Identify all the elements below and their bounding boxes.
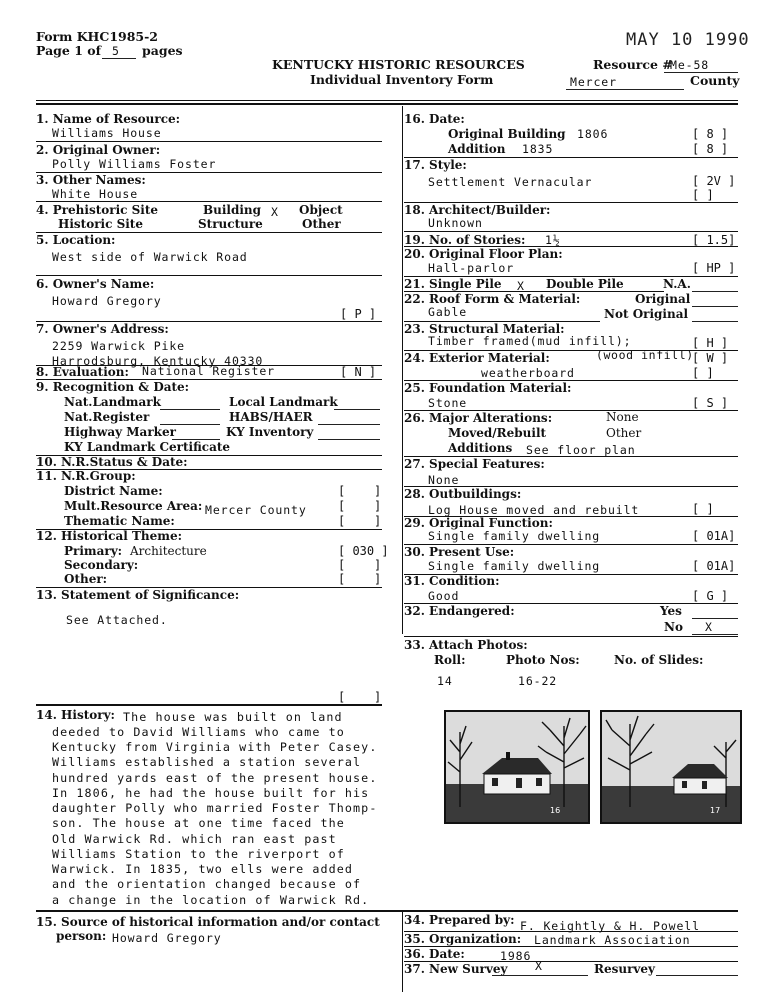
condition-value: Good xyxy=(428,589,460,603)
field-2-label: 2. Original Owner: xyxy=(36,143,161,157)
form-title: KENTUCKY HISTORIC RESOURCES xyxy=(272,57,525,72)
new-survey-mark: X xyxy=(535,959,543,973)
field-30-label: 30. Present Use: xyxy=(404,545,515,559)
mult-resource-label: Mult.Resource Area: xyxy=(64,499,203,513)
field-33-label: 33. Attach Photos: xyxy=(404,638,528,652)
addition-code: [ 8 ] xyxy=(692,142,729,156)
received-stamp: MAY 10 1990 xyxy=(626,30,750,50)
original-function-value: Single family dwelling xyxy=(428,529,601,543)
outbuildings-code: [ ] xyxy=(692,502,714,516)
other-names: White House xyxy=(52,187,139,201)
field-23-label: 23. Structural Material: xyxy=(404,322,565,336)
original-function-code: [ 01A] xyxy=(692,529,736,543)
owner-address-line1: 2259 Warwick Pike xyxy=(52,339,186,353)
history-line: son. The house at one time faced the xyxy=(52,816,345,830)
history-line: In 1806, he had the house built for his xyxy=(52,786,370,800)
endangered-yes: Yes xyxy=(660,604,682,618)
exterior-value: weatherboard xyxy=(481,366,575,380)
house-photo-16 xyxy=(444,710,590,824)
evaluation-code: [ N ] xyxy=(340,365,377,379)
original-building-code: [ 8 ] xyxy=(692,127,729,141)
prepared-by-value: F. Keightly & H. Powell xyxy=(520,919,700,933)
style-code: [ 2V ] xyxy=(692,174,736,188)
original-label: Original xyxy=(635,292,691,306)
resource-name: Williams House xyxy=(52,126,162,140)
field-5-label: 5. Location: xyxy=(36,233,116,247)
habs-haer-label: HABS/HAER xyxy=(229,410,313,424)
field-17-label: 17. Style: xyxy=(404,158,467,172)
field-32-label: 32. Endangered: xyxy=(404,604,515,618)
house-photo-17 xyxy=(600,710,742,824)
field-29-label: 29. Original Function: xyxy=(404,516,553,530)
present-use-code: [ 01A] xyxy=(692,559,736,573)
mult-resource-value: Mercer County xyxy=(205,503,307,517)
roll-label: Roll: xyxy=(434,653,466,667)
field-31-label: 31. Condition: xyxy=(404,574,500,588)
form-number: Form KHC1985-2 xyxy=(36,29,158,44)
field-26-label: 26. Major Alterations: xyxy=(404,411,553,425)
field-15-label: 15. Source of historical information and/or contact xyxy=(36,915,380,929)
original-building-label: Original Building xyxy=(448,127,566,141)
district-name-label: District Name: xyxy=(64,484,163,498)
field-21-label: 21. Single Pile xyxy=(404,277,502,291)
photo-nos-label: Photo Nos: xyxy=(506,653,580,667)
field-8-label: 8. Evaluation: xyxy=(36,365,129,379)
field-22-label: 22. Roof Form & Material: xyxy=(404,292,581,306)
secondary-theme-label: Secondary: xyxy=(64,558,139,572)
field-11-label: 11. N.R.Group: xyxy=(36,469,136,483)
exterior-code-2: [ ] xyxy=(692,366,714,380)
stories-value: 1½ xyxy=(545,233,561,247)
floor-plan-value: Hall-parlor xyxy=(428,261,515,275)
field-27-label: 27. Special Features: xyxy=(404,457,545,471)
evaluation-value: National Register xyxy=(142,364,276,378)
roof-value: Gable xyxy=(428,305,468,319)
foundation-value: Stone xyxy=(428,396,468,410)
outbuildings-value: Log House moved and rebuilt xyxy=(428,503,640,517)
organization-value: Landmark Association xyxy=(534,933,691,947)
exterior-note: (wood infill) xyxy=(596,348,694,362)
page-total: 5 xyxy=(112,44,120,58)
alterations-other: Other xyxy=(606,426,642,440)
original-building-year: 1806 xyxy=(577,127,609,141)
local-landmark-label: Local Landmark xyxy=(229,395,338,409)
architect-value: Unknown xyxy=(428,216,483,230)
field-10-label: 10. N.R.Status & Date: xyxy=(36,455,188,469)
additions-label: Additions xyxy=(448,441,513,455)
history-line: and the orientation changed because of xyxy=(52,877,362,891)
history-line: deeded to David Williams who came to xyxy=(52,725,345,739)
structural-code: [ H ] xyxy=(692,336,729,350)
ky-inventory-label: KY Inventory xyxy=(226,425,314,439)
field-3-label: 3. Other Names: xyxy=(36,173,146,187)
survey-date-value: 1986 xyxy=(500,949,532,963)
field-9-label: 9. Recognition & Date: xyxy=(36,380,190,394)
field-20-label: 20. Original Floor Plan: xyxy=(404,247,563,261)
location-value: West side of Warwick Road xyxy=(52,250,248,264)
field-15-label-cont: person: xyxy=(56,929,107,943)
double-pile-label: Double Pile xyxy=(546,277,624,291)
other-theme-label: Other: xyxy=(64,572,108,586)
field-25-label: 25. Foundation Material: xyxy=(404,381,572,395)
pages-word: pages xyxy=(142,43,183,58)
original-owner: Polly Williams Foster xyxy=(52,157,217,171)
style-code-2: [ ] xyxy=(692,188,714,202)
historic-site-option: Historic Site xyxy=(58,217,143,231)
style-value: Settlement Vernacular xyxy=(428,175,593,189)
nat-register-label: Nat.Register xyxy=(64,410,150,424)
history-line: Old Warwick Rd. which ran east past xyxy=(52,832,337,846)
special-features-value: None xyxy=(428,473,460,487)
object-option: Object xyxy=(299,203,343,217)
roll-value: 14 xyxy=(437,674,453,688)
structure-option: Structure xyxy=(198,217,263,231)
foundation-code: [ S ] xyxy=(692,396,729,410)
primary-theme-code: [ 030 ] xyxy=(338,544,389,558)
moved-rebuilt-label: Moved/Rebuilt xyxy=(448,426,547,440)
source-contact: Howard Gregory xyxy=(112,931,222,945)
field-37-label: 37. New Survey xyxy=(404,962,508,976)
resurvey-label: Resurvey xyxy=(594,962,655,976)
field-12-label: 12. Historical Theme: xyxy=(36,529,183,543)
page-label: Page 1 of xyxy=(36,43,101,58)
alterations-none: None xyxy=(606,410,639,424)
na-label: N.A. xyxy=(663,277,691,291)
history-line: The house was built on land xyxy=(123,710,343,724)
nat-landmark-label: Nat.Landmark xyxy=(64,395,161,409)
not-original-label: Not Original xyxy=(604,307,689,321)
field-18-label: 18. Architect/Builder: xyxy=(404,203,551,217)
resource-number: Me-58 xyxy=(670,58,710,72)
history-line: Williams established a station several xyxy=(52,755,362,769)
photo-nos-value: 16-22 xyxy=(518,674,558,688)
field-19-label: 19. No. of Stories: xyxy=(404,233,526,247)
field-13-label: 13. Statement of Significance: xyxy=(36,588,240,602)
field-14-label: 14. History: xyxy=(36,708,115,722)
primary-theme-label: Primary: xyxy=(64,544,123,558)
addition-label: Addition xyxy=(448,142,506,156)
field-24-label: 24. Exterior Material: xyxy=(404,351,550,365)
additions-value: See floor plan xyxy=(526,443,636,457)
history-line: Williams Station to the riverport of xyxy=(52,847,345,861)
field-6-label: 6. Owner's Name: xyxy=(36,277,155,291)
owner-name: Howard Gregory xyxy=(52,294,162,308)
form-subtitle: Individual Inventory Form xyxy=(310,72,494,87)
photo-caption: 16 xyxy=(550,806,561,815)
field-36-label: 36. Date: xyxy=(404,947,465,961)
field-4-label: 4. Prehistoric Site xyxy=(36,203,159,217)
primary-theme-value: Architecture xyxy=(130,544,207,558)
single-pile-mark: X xyxy=(517,279,525,293)
history-line: Warwick. In 1835, two ells were added xyxy=(52,862,354,876)
field-7-label: 7. Owner's Address: xyxy=(36,322,169,336)
structural-value: Timber framed(mud infill); xyxy=(428,334,632,348)
history-line: a change in the location of Warwick Rd. xyxy=(52,893,370,907)
significance-value: See Attached. xyxy=(66,613,168,627)
owner-code: [ P ] xyxy=(340,307,377,321)
thematic-name-label: Thematic Name: xyxy=(64,514,175,528)
building-mark: X xyxy=(271,205,279,219)
endangered-mark: X xyxy=(705,620,713,634)
ky-landmark-cert-label: KY Landmark Certificate xyxy=(64,440,231,454)
photo-caption: 17 xyxy=(710,806,721,815)
building-option: Building xyxy=(203,203,262,217)
other-option: Other xyxy=(302,217,341,231)
present-use-value: Single family dwelling xyxy=(428,559,601,573)
condition-code: [ G ] xyxy=(692,589,729,603)
addition-year: 1835 xyxy=(522,142,554,156)
highway-marker-label: Highway Marker xyxy=(64,425,176,439)
field-28-label: 28. Outbuildings: xyxy=(404,487,522,501)
county-value: Mercer xyxy=(570,75,617,89)
field-16-label: 16. Date: xyxy=(404,112,465,126)
endangered-no: No xyxy=(664,620,683,634)
slides-label: No. of Slides: xyxy=(614,653,704,667)
resource-label: Resource # xyxy=(593,57,673,72)
exterior-code: [ W ] xyxy=(692,351,729,365)
owner-address-line2: Harrodsburg, Kentucky 40330 xyxy=(52,354,264,368)
field-1-label: 1. Name of Resource: xyxy=(36,112,181,126)
stories-code: [ 1.5] xyxy=(692,233,736,247)
floor-plan-code: [ HP ] xyxy=(692,261,736,275)
field-35-label: 35. Organization: xyxy=(404,932,522,946)
field-34-label: 34. Prepared by: xyxy=(404,913,515,927)
history-line: daughter Polly who married Foster Thomp- xyxy=(52,801,378,815)
history-line: hundred yards east of the present house. xyxy=(52,771,378,785)
county-label: County xyxy=(690,73,740,88)
history-line: Kentucky from Virginia with Peter Casey. xyxy=(52,740,378,754)
